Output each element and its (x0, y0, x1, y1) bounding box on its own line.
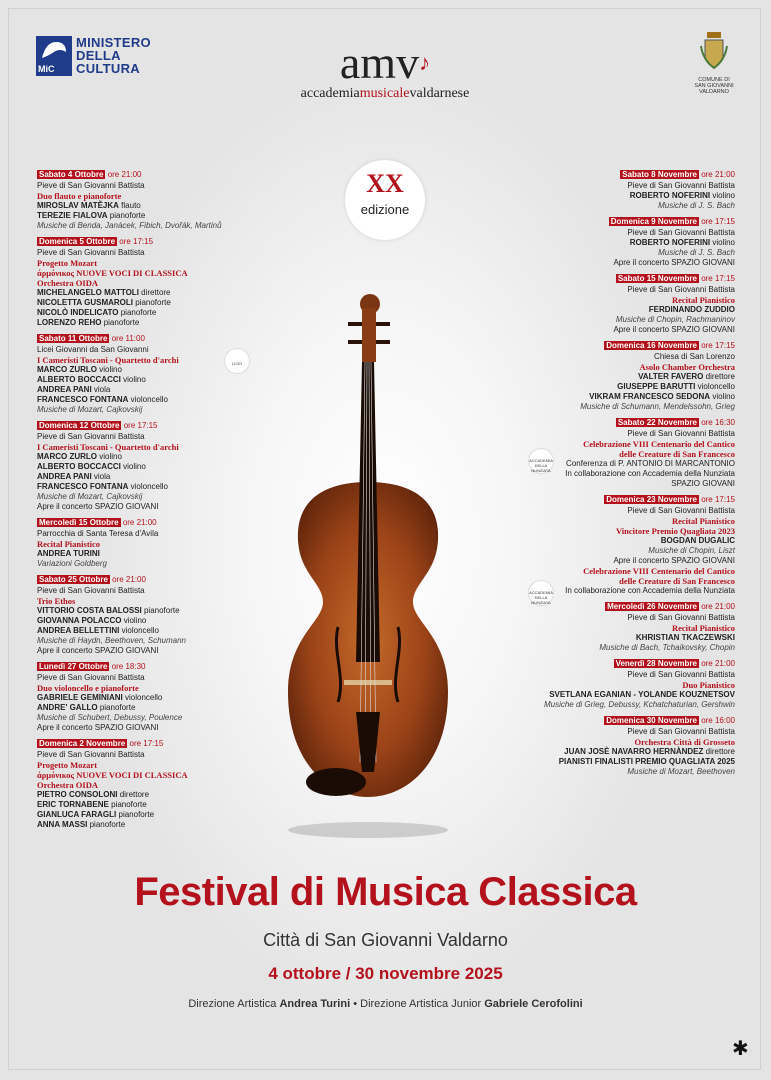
event-performer (37, 482, 287, 492)
event-block (495, 274, 735, 335)
event-performer (37, 395, 287, 405)
performer-name: ANDREA PANI (37, 385, 92, 394)
accademia-badge-icon (528, 448, 554, 474)
performer-name: ROBERTO NOFERINI (629, 191, 711, 200)
amv-logo-text: amv (339, 37, 420, 88)
event-date-line (495, 274, 735, 284)
event-info: Pieve di San Giovanni Battista (627, 613, 735, 622)
performer-role: violoncello (130, 482, 168, 491)
event-program: Musiche di J. S. Bach (658, 248, 735, 257)
performer-role: pianoforte (103, 318, 140, 327)
performer-role: pianoforte (143, 606, 180, 615)
amv-sub-2: musicale (359, 86, 410, 101)
event-date: Mercoledì 26 Novembre (607, 602, 697, 611)
event-performer (495, 191, 735, 201)
event-performer (37, 462, 287, 472)
ministry-line-3: CULTURA (76, 61, 140, 76)
event-program: Musiche di Haydn, Beethoven, Schumann (37, 636, 186, 645)
event-performer (495, 382, 735, 392)
event-time: ore 11:00 (111, 334, 145, 343)
event-date: Sabato 11 Ottobre (39, 334, 108, 343)
performer-name: FRANCESCO FONTANA (37, 482, 129, 491)
accademia-badge-icon-2 (528, 580, 554, 606)
event-date-line (495, 418, 735, 428)
event-info: Pieve di San Giovanni Battista (37, 181, 145, 190)
event-block (37, 334, 287, 415)
event-time: ore 21:00 (107, 170, 142, 179)
event-block (37, 739, 287, 830)
ministry-badge-text: MiC (38, 64, 55, 74)
event-program: Musiche di Mozart, Beethoven (627, 767, 735, 776)
event-title: Recital Pianistico (37, 539, 101, 549)
performer-name: TEREZIE FIALOVA (37, 211, 108, 220)
ministry-emblem-icon (36, 36, 72, 64)
event-title: delle Creature di San Francesco (619, 576, 735, 586)
event-date: Domenica 30 Novembre (606, 716, 697, 725)
performer-role: violino (712, 392, 735, 401)
event-performer (495, 392, 735, 402)
event-performer (37, 800, 287, 810)
performer-role: viola (93, 472, 111, 481)
performer-role: direttore (705, 372, 735, 381)
event-title: Recital Pianistico (671, 295, 735, 305)
event-time: ore 18:30 (111, 662, 146, 671)
performer-name: PIETRO CONSOLONI (37, 790, 118, 799)
performer-role: violino (712, 191, 735, 200)
event-performer (37, 365, 287, 375)
event-title: Recital Pianistico (671, 623, 735, 633)
event-block (37, 421, 287, 512)
event-info: Pieve di San Giovanni Battista (627, 727, 735, 736)
performer-name: ANDRE' GALLO (37, 703, 98, 712)
performer-name: GIOVANNA POLACCO (37, 616, 122, 625)
event-program: Musiche di Chopin, Rachmaninov (615, 315, 735, 324)
comune-line-1: COMUNE DI (698, 77, 730, 83)
event-date: Domenica 12 Ottobre (39, 421, 120, 430)
event-program: Musiche di Bach, Tchaikovsky, Chopin (599, 643, 735, 652)
event-time: ore 17:15 (129, 739, 164, 748)
crest-icon (699, 30, 729, 70)
performer-name: LORENZO REHO (37, 318, 102, 327)
event-block (495, 495, 735, 596)
direction-credits (0, 998, 771, 1010)
event-date-line (37, 575, 287, 585)
event-performer (495, 757, 735, 767)
city-subtitle: Città di San Giovanni Valdarno (263, 930, 508, 950)
asterisk-mark-icon: ✱ (732, 1038, 749, 1060)
performer-role: viola (93, 385, 111, 394)
event-block (495, 659, 735, 710)
event-title: Duo violoncello e pianoforte (37, 683, 139, 693)
event-time: ore 17:15 (701, 217, 735, 226)
performer-name: ALBERTO BOCCACCI (37, 462, 121, 471)
performer-role: pianoforte (118, 810, 155, 819)
performer-role: violino (99, 452, 122, 461)
event-performer (37, 616, 287, 626)
event-block (495, 602, 735, 653)
performer-name: BOGDAN DUGALIC (660, 536, 735, 545)
performer-name: ANDREA BELLETTINI (37, 626, 120, 635)
violin-illustration (268, 282, 468, 842)
performer-role: violoncello (697, 382, 735, 391)
event-performer (37, 790, 287, 800)
event-performer (37, 375, 287, 385)
event-date: Domenica 5 Ottobre (39, 237, 116, 246)
event-date: Domenica 23 Novembre (606, 495, 697, 504)
performer-name: ANDREA TURINI (37, 549, 100, 558)
event-date: Domenica 2 Novembre (39, 739, 126, 748)
event-time: ore 17:15 (119, 237, 154, 246)
performer-role: violino (123, 375, 146, 384)
direction-label-2: Direzione Artistica Junior (360, 998, 482, 1010)
performer-role: pianoforte (99, 703, 136, 712)
event-time: ore 21:00 (122, 518, 157, 527)
event-block (37, 518, 287, 569)
event-date-line (37, 334, 287, 344)
event-performer (37, 810, 287, 820)
performer-role: pianoforte (135, 298, 171, 307)
event-performer (495, 305, 735, 315)
amv-logo-mark (280, 37, 490, 88)
direction-separator: • (353, 998, 358, 1010)
edition-badge (345, 160, 425, 240)
event-info: Pieve di San Giovanni Battista (37, 432, 145, 441)
event-date: Sabato 4 Ottobre (39, 170, 104, 179)
event-title: I Cameristi Toscani - Quartetto d'archi (37, 442, 179, 452)
event-performer (495, 238, 735, 248)
performer-name: VITTORIO COSTA BALOSSI (37, 606, 142, 615)
event-time: ore 17:15 (701, 274, 735, 283)
amv-sub-3: valdarnese (409, 86, 470, 101)
performer-name: GIUSEPPE BARUTTI (617, 382, 696, 391)
performer-name: JUAN JOSÈ NAVARRO HERNÀNDEZ (564, 747, 704, 756)
event-info: Apre il concerto SPAZIO GIOVANI (37, 723, 159, 732)
performer-name: KHRISTIAN TKACZEWSKI (635, 633, 735, 642)
event-time: ore 21:00 (701, 170, 735, 179)
licei-badge-text: LICEI (231, 361, 242, 366)
performer-name: VALTER FAVERO (638, 372, 704, 381)
event-time: ore 16:30 (701, 418, 735, 427)
event-info: Apre il concerto SPAZIO GIOVANI (613, 325, 735, 334)
ministry-logo (36, 36, 151, 76)
event-info: Pieve di San Giovanni Battista (627, 429, 735, 438)
direction-name-2: Gabriele Cerofolini (484, 998, 583, 1010)
event-time: ore 17:15 (123, 421, 158, 430)
performer-name: PIANISTI FINALISTI PREMIO QUAGLIATA 2025 (558, 757, 735, 766)
ministry-badge-icon (36, 36, 72, 76)
event-performer (37, 820, 287, 830)
event-performer (37, 472, 287, 482)
event-block (37, 237, 287, 328)
event-date: Domenica 16 Novembre (606, 341, 697, 350)
event-info: In collaborazione con Accademia della Nunziata (565, 469, 735, 478)
event-block (495, 217, 735, 268)
event-block (37, 575, 287, 656)
event-performer (495, 536, 735, 546)
comune-logo (684, 30, 744, 95)
event-performer (495, 690, 735, 700)
event-program: Musiche di Schumann, Mendelssohn, Grieg (580, 402, 735, 411)
event-performer (37, 201, 287, 211)
licei-badge-icon (224, 348, 250, 374)
event-date-line (37, 421, 287, 431)
event-program: Musiche di Mozart, Cajkovskij (37, 492, 143, 501)
event-title: Celebrazione VIII Centenario del Cantico (583, 439, 735, 449)
event-performer (37, 385, 287, 395)
event-time: ore 17:15 (701, 495, 735, 504)
event-block (495, 170, 735, 211)
event-info: Pieve di San Giovanni Battista (37, 586, 145, 595)
edition-number: XX (366, 169, 404, 198)
performer-name: ERIC TORNABENE (37, 800, 109, 809)
event-title: Celebrazione VIII Centenario del Cantico (583, 566, 735, 576)
event-title: Duo flauto e pianoforte (37, 191, 122, 201)
performer-role: pianoforte (89, 820, 126, 829)
performer-role: pianoforte (111, 800, 147, 809)
event-performer (37, 606, 287, 616)
performer-name: VIKRAM FRANCESCO SEDONA (589, 392, 711, 401)
event-date-line (495, 217, 735, 227)
event-info: Licei Giovanni da San Giovanni (37, 345, 149, 354)
event-performer (37, 703, 287, 713)
event-info: Pieve di San Giovanni Battista (627, 506, 735, 515)
event-performer (37, 211, 287, 221)
event-title: Orchestra OIDA (37, 780, 98, 790)
event-time: ore 21:00 (701, 659, 735, 668)
festival-dates: 4 ottobre / 30 novembre 2025 (268, 964, 503, 983)
event-program: Musiche di Chopin, Liszt (648, 546, 735, 555)
event-info: In collaborazione con Accademia della Nunziata (565, 586, 735, 595)
event-title: Orchestra Città di Grosseto (634, 737, 735, 747)
music-note-icon: ♪ (419, 50, 431, 75)
event-date-line (495, 716, 735, 726)
event-info: Conferenza di P. ANTONIO DI MARCANTONIO (566, 459, 735, 468)
event-performer (37, 549, 287, 559)
event-title: Recital Pianistico (671, 516, 735, 526)
event-info: Pieve di San Giovanni Battista (37, 673, 145, 682)
event-title: άρμόνικος NUOVE VOCI DI CLASSICA (37, 268, 188, 278)
event-title: Orchestra OIDA (37, 278, 98, 288)
event-date: Sabato 15 Novembre (617, 274, 697, 283)
ministry-line-1: MINISTERO (76, 35, 151, 50)
performer-name: ANDREA PANI (37, 472, 92, 481)
direction-label-1: Direzione Artistica (188, 998, 277, 1010)
event-title: Progetto Mozart (37, 258, 98, 268)
event-info: Pieve di San Giovanni Battista (37, 750, 145, 759)
accademia-badge-text: ACCADEMIA DELLA NUNZIATA (529, 458, 553, 473)
event-performer (37, 693, 287, 703)
event-date: Sabato 22 Novembre (617, 418, 697, 427)
event-performer (37, 308, 287, 318)
ministry-line-2: DELLA (76, 48, 121, 63)
performer-name: NICOLÒ INDELICATO (37, 308, 119, 317)
event-performer (495, 747, 735, 757)
event-program: Musiche di J. S. Bach (658, 201, 735, 210)
event-performer (37, 452, 287, 462)
event-block (37, 170, 287, 231)
accademia-badge-text-2: ACCADEMIA DELLA NUNZIATA (529, 590, 553, 605)
event-info: Apre il concerto SPAZIO GIOVANI (37, 646, 159, 655)
performer-role: violoncello (130, 395, 168, 404)
performer-role: violino (712, 238, 735, 247)
event-date-line (37, 170, 287, 180)
event-title: I Cameristi Toscani - Quartetto d'archi (37, 355, 179, 365)
performer-role: direttore (119, 790, 150, 799)
performer-role: violino (123, 462, 146, 471)
performer-name: FERDINANDO ZUDDIO (648, 305, 735, 314)
event-info: Apre il concerto SPAZIO GIOVANI (37, 502, 159, 511)
performer-name: MARCO ZURLO (37, 365, 97, 374)
event-title: Trio Ethos (37, 596, 76, 606)
event-time: ore 16:00 (701, 716, 735, 725)
event-performer (495, 372, 735, 382)
performer-name: GABRIELE GEMINIANI (37, 693, 123, 702)
performer-name: MIROSLAV MATĚJKA (37, 201, 119, 210)
performer-role: direttore (705, 747, 735, 756)
performer-role: violino (123, 616, 147, 625)
event-title: delle Creature di San Francesco (619, 449, 735, 459)
performer-role: violoncello (125, 693, 163, 702)
event-date-line (37, 518, 287, 528)
event-performer (37, 318, 287, 328)
performer-role: violino (99, 365, 122, 374)
event-date: Sabato 25 Ottobre (39, 575, 108, 584)
event-date: Mercoledì 15 Ottobre (39, 518, 119, 527)
performer-role: direttore (141, 288, 171, 297)
event-date-line (495, 170, 735, 180)
event-performer (37, 626, 287, 636)
performer-name: GIANLUCA FARAGLI (37, 810, 117, 819)
amv-sub-1: accademia (300, 86, 360, 101)
comune-line-2: SAN GIOVANNI VALDARNO (694, 83, 734, 95)
event-date: Domenica 9 Novembre (610, 217, 697, 226)
edition-label: edizione (360, 202, 410, 217)
event-info: Pieve di San Giovanni Battista (627, 670, 735, 679)
event-date: Sabato 8 Novembre (622, 170, 697, 179)
event-date-line (37, 739, 287, 749)
event-program: Musiche di Grieg, Debussy, Kchatchaturian, Gershwin (543, 700, 735, 709)
schedule-right (495, 170, 735, 783)
event-info: Apre il concerto SPAZIO GIOVANI (613, 556, 735, 565)
event-date-line (495, 659, 735, 669)
event-date-line (37, 662, 287, 672)
schedule-left (37, 170, 287, 836)
performer-name: ROBERTO NOFERINI (629, 238, 711, 247)
event-performer (37, 288, 287, 298)
event-title: Duo Pianistico (682, 680, 735, 690)
event-info: SPAZIO GIOVANI (671, 479, 735, 488)
event-program: Musiche di Mozart, Cajkovskij (37, 405, 143, 414)
event-info: Pieve di San Giovanni Battista (627, 285, 735, 294)
performer-role: flauto (121, 201, 141, 210)
event-title: Asolo Chamber Orchestra (639, 362, 735, 372)
event-date-line (37, 237, 287, 247)
performer-name: MICHELANGELO MATTOLI (37, 288, 139, 297)
event-block (495, 341, 735, 412)
event-date-line (495, 341, 735, 351)
event-date: Lunedì 27 Ottobre (39, 662, 108, 671)
event-date: Venerdì 28 Novembre (615, 659, 697, 668)
event-program: Musiche di Schubert, Debussy, Poulence (37, 713, 183, 722)
event-performer (37, 298, 287, 308)
event-date-line (495, 495, 735, 505)
event-time: ore 17:15 (701, 341, 735, 350)
event-program: Musiche di Benda, Janàcek, Fibich, Dvořák, Martinů (37, 221, 222, 230)
performer-role: pianoforte (120, 308, 157, 317)
performer-role: violoncello (121, 626, 159, 635)
event-info: Pieve di San Giovanni Battista (37, 248, 145, 257)
event-time: ore 21:00 (701, 602, 735, 611)
performer-name: FRANCESCO FONTANA (37, 395, 129, 404)
performer-name: NICOLETTA GUSMAROLI (37, 298, 133, 307)
performer-name: SVETLANA EGANIAN - YOLANDE KOUZNETSOV (549, 690, 735, 699)
event-title: Vincitore Premio Quagliata 2023 (615, 526, 735, 536)
event-title: Progetto Mozart (37, 760, 98, 770)
performer-role: pianoforte (109, 211, 146, 220)
event-info: Apre il concerto SPAZIO GIOVANI (613, 258, 735, 267)
festival-title: Festival di Musica Classica (134, 870, 637, 914)
event-title: άρμόνικος NUOVE VOCI DI CLASSICA (37, 770, 188, 780)
event-info: Parrocchia di Santa Teresa d'Avila (37, 529, 159, 538)
amv-subtitle (280, 86, 490, 102)
event-block (495, 716, 735, 777)
performer-name: ALBERTO BOCCACCI (37, 375, 121, 384)
performer-name: MARCO ZURLO (37, 452, 97, 461)
event-program: Variazioni Goldberg (37, 559, 107, 568)
event-info: Pieve di San Giovanni Battista (627, 181, 735, 190)
event-performer (495, 633, 735, 643)
direction-name-1: Andrea Turini (279, 998, 351, 1010)
amv-logo (280, 37, 490, 102)
performer-name: ANNA MASSI (37, 820, 88, 829)
event-info: Pieve di San Giovanni Battista (627, 228, 735, 237)
event-time: ore 21:00 (112, 575, 146, 584)
event-info: Chiesa di San Lorenzo (654, 352, 735, 361)
event-block (37, 662, 287, 733)
